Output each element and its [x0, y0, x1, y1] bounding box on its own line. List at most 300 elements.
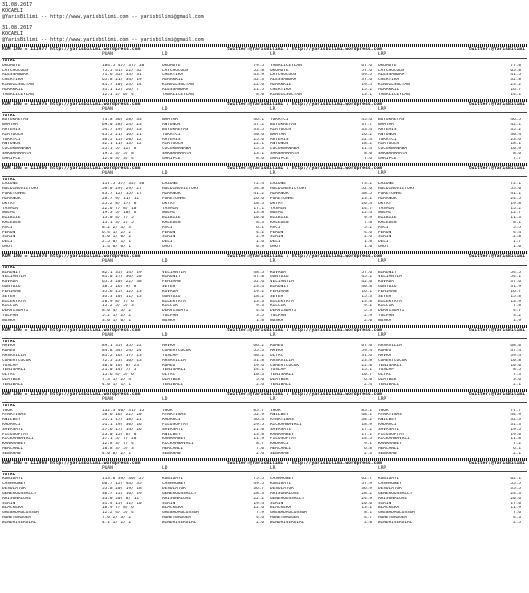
lr-value: 15.3 [361, 294, 372, 299]
col-lrp-cell [378, 157, 527, 162]
horse-name: TOTAL [2, 472, 16, 477]
race-title-left: KUM ING = 111968 http://yarisbilimi.wordpress.com [2, 460, 141, 466]
lr-value: 57.6 [361, 68, 372, 73]
ld-value: 33.5 [253, 127, 264, 132]
lr-value: 33.4 [361, 127, 372, 132]
col-name-header [2, 333, 102, 338]
ld-horse-name: MIRANUR [162, 192, 181, 197]
horse-score: 3.0 1/ 0/ 1 [102, 318, 132, 323]
col-lr-header: LR [270, 259, 276, 265]
lr-horse-name: HONEYBADGER [270, 515, 300, 520]
lrp-value: 3.2 [513, 313, 521, 318]
ld-horse-name: NUSKA [162, 318, 176, 323]
horse-name: BUYUKREYAS [2, 118, 29, 123]
horse-score: 65.8 21/ 34/ 19 [102, 78, 142, 83]
ld-horse-name: SAVASATI [162, 427, 184, 432]
lrp-horse-name: ARSAVILIM [378, 344, 402, 349]
ld-horse-name: BIZBIZE [162, 216, 181, 221]
horse-name: YENISARLI [2, 368, 26, 373]
lr-value: 11.4 [361, 147, 372, 152]
lr-horse-name: KALEDEN [270, 220, 289, 225]
ld-value: 8.6 [256, 156, 264, 161]
ld-horse-name: RICKAHNAVALI [162, 442, 194, 447]
lrp-value: 15.8 [510, 294, 521, 299]
horse-score: 12.8 3/ 7/ 4 [102, 442, 134, 447]
lr-horse-name: OLTAC [270, 354, 284, 358]
lrp-horse-name: CHERTIKA [378, 78, 400, 83]
lr-value: 15.2 [361, 87, 372, 92]
horse-score: 43.7 12/ 15/ 17 [102, 192, 142, 197]
ld-horse-name: OLTAC [162, 373, 176, 378]
ld-value: 21.5 [253, 87, 264, 92]
ld-value: 4.6 [256, 309, 264, 314]
lrp-value: 2.1 [513, 382, 521, 387]
ld-horse-name: TULPAN [162, 313, 178, 318]
ld-horse-name: SIRIN [162, 501, 176, 506]
horse-score: 12.0 3/ 3/ 4 [102, 156, 134, 161]
lr-value: 6.8 [364, 447, 372, 451]
lrp-value: 16.7 [510, 289, 521, 294]
column-header [2, 171, 527, 176]
ld-horse-name: ARTEMIS [162, 137, 181, 142]
horse-name: TULPAN [2, 313, 18, 318]
lrp-horse-name: BIZBIZE [378, 216, 397, 221]
lr-horse-name: KILCIK [270, 304, 286, 309]
ld-value: 7.9 [256, 511, 264, 516]
lr-value: 49.5 [361, 73, 372, 78]
horse-score: 117.5 37/ 32/ 30 [102, 182, 145, 187]
lr-horse-name: OZAYBEK [270, 378, 289, 383]
lrp-horse-name: VELIANTIM [378, 275, 402, 280]
lrp-horse-name: KILCIK [378, 304, 394, 309]
lrp-value: 1.0 [513, 245, 521, 249]
lrp-value: 4.7 [513, 309, 521, 314]
lrp-value: 55.5 [510, 482, 521, 487]
lrp-horse-name: GARIPCE [378, 156, 397, 161]
race-table [2, 44, 527, 98]
horse-score: 28.7 9/ 11/ 12 [102, 196, 140, 201]
race-title-mid: twitter:@YarisBilimi : http://yarisbilimi.wordpress.com [226, 253, 383, 259]
lr-value: 5.3 [364, 309, 372, 314]
ld-horse-name: FORETOMME [162, 196, 186, 201]
ld-value: 30.6 [253, 132, 264, 137]
horse-name: YENIBALI [2, 382, 24, 387]
horse-score: 58.6 16/ 22/ 20 [102, 413, 142, 418]
lrp-horse-name: ANTONOV [378, 132, 397, 137]
lr-value: 1.0 [364, 245, 372, 249]
horse-name: ARTEMIS [2, 127, 21, 132]
lrp-horse-name: DESOLATOR [378, 487, 402, 492]
lr-value: 45.2 [361, 275, 372, 280]
horse-name: COMERTCOCUK [2, 358, 32, 363]
lr-value: 36.9 [361, 487, 372, 492]
horse-score: 58.0 29/ 29/ 27 [102, 187, 142, 192]
lrp-horse-name: WINDRIVERGIRL [378, 520, 413, 525]
lrp-value: 32.8 [510, 78, 521, 83]
ld-horse-name: BILEKYATA [162, 299, 186, 304]
lr-value: 52.6 [361, 187, 372, 192]
horse-name: LAZONE [2, 182, 18, 187]
lrp-value: 46.5 [510, 118, 521, 123]
ld-value: 4.2 [256, 230, 264, 235]
lr-horse-name: MERCANLI [270, 447, 292, 451]
lrp-horse-name: THOR [378, 408, 389, 413]
lr-horse-name: DELI [270, 240, 281, 245]
ld-value: 79.5 [253, 63, 264, 68]
ld-horse-name: GUNYUZU [162, 294, 181, 299]
col-lrp-header: LRP [378, 259, 387, 265]
ld-value: 5.0 [256, 378, 264, 383]
lr-horse-name: MIRANUR [270, 192, 289, 197]
race-title-left: KUM ING = 111966 http://yarisbilimi.wordpress.com [2, 165, 141, 171]
lrp-horse-name: BUYUKREYAS [378, 118, 405, 123]
horse-score: 38.5 16/ 9/ 8 [102, 285, 137, 290]
ld-value: 19.2 [253, 289, 264, 294]
col-lr-header: LR [270, 171, 276, 177]
horse-score: 104.5 47/ 37/ 30 [102, 63, 145, 68]
header-date-repeat: 31.08.2017 [2, 25, 33, 31]
column-header [2, 259, 527, 264]
lrp-horse-name: HONEYBADGER [378, 515, 408, 520]
lr-horse-name: ANTONOV [270, 142, 289, 147]
horse-name: YABALICEYLAN [2, 92, 34, 97]
ld-value: 18.5 [253, 201, 264, 206]
lr-value: 62.7 [361, 477, 372, 482]
horse-name: LAYCHOCOUS [2, 68, 29, 73]
lrp-value: 8.1 [513, 220, 521, 225]
col-lrp-header: LRP [378, 171, 387, 177]
horse-name: ALESSANDRA [2, 73, 29, 78]
col-lrp-cell [378, 383, 527, 388]
lrp-value: 11.9 [510, 506, 521, 511]
ld-value: 2.6 [256, 520, 264, 525]
ld-value: 25.6 [253, 137, 264, 142]
horse-name: OKOMOYE [2, 63, 21, 68]
lr-value: 13.1 [361, 92, 372, 97]
race-title-mid: twitter:@YarisBilimi : http://yarisbilimi.wordpress.com [226, 460, 383, 466]
lr-value: 57.6 [361, 270, 372, 275]
lrp-value: 7.8 [513, 304, 521, 309]
lrp-horse-name: GRENADAGLOSSOM [378, 511, 416, 516]
ld-horse-name: ALESSANDRA [162, 87, 189, 92]
lrp-horse-name: YENIBALI [378, 382, 400, 387]
lr-value: 85.1 [361, 408, 372, 413]
ld-horse-name: ANILBEY [162, 432, 181, 437]
lrp-value: 8.5 [513, 368, 521, 373]
lrp-value: 31.9 [510, 285, 521, 290]
column-header [2, 333, 527, 338]
lrp-value: 35.2 [510, 127, 521, 132]
horse-score: 84.8 34/ 24/ 24 [102, 349, 142, 354]
lrp-value: 24.5 [510, 196, 521, 201]
horse-name: SEBAHAN [2, 451, 21, 456]
horse-name: ROMEO [2, 349, 16, 354]
lrp-value: 41.5 [510, 73, 521, 78]
lrp-horse-name: GUNYUZU [378, 285, 397, 290]
ld-value: 85.7 [253, 408, 264, 413]
lr-horse-name: RICKAHNAVALI [270, 422, 302, 427]
ld-horse-name: SIRIN [162, 235, 176, 240]
header-date: 31.08.2017 [2, 2, 33, 8]
lr-horse-name: COMERTCOCUK [270, 363, 300, 368]
ld-value: 75.5 [253, 477, 264, 482]
horse-name: BLACKERA [2, 506, 24, 511]
horse-score: 7.0 2/ 3/ 2 [102, 515, 132, 520]
horse-score: 19.3 5/ 10/ 6 [102, 211, 137, 216]
lr-value: 14.7 [361, 206, 372, 211]
ld-value: 11.9 [253, 437, 264, 442]
ld-value: 13.8 [253, 211, 264, 216]
lrp-value: 3.6 [513, 378, 521, 383]
horse-score: 15.6 4/ 5/ 6 [102, 373, 134, 378]
race-title-right: twitter:@YarisBilimi [468, 101, 525, 107]
col-lrp-cell [378, 452, 527, 457]
lr-value: 42.0 [361, 280, 372, 285]
ld-value: 3.5 [256, 313, 264, 318]
race-tables [2, 44, 527, 526]
horse-name: OKTAY [2, 201, 16, 206]
lrp-horse-name: AIRTOUCH [378, 142, 400, 147]
lrp-value: 7.2 [513, 442, 521, 447]
lr-horse-name: ANILBEY [270, 413, 289, 418]
column-header [2, 397, 527, 402]
ld-value: 36.7 [253, 487, 264, 492]
horse-score: 15.0 4/ 7/ 5 [102, 216, 134, 221]
horse-name: GARIPCE [2, 156, 21, 161]
horse-score: 6.4 1/ 2/ 2 [102, 230, 132, 235]
lrp-value: 24.3 [510, 491, 521, 496]
race-title-mid: twitter:@YarisBilimi : http://yarisbilimi.wordpress.com [226, 327, 383, 333]
col-lr-cell [270, 452, 378, 457]
col-lrp-header: LRP [378, 106, 387, 112]
lrp-value: 5.5 [513, 225, 521, 230]
race-title-mid: twitter:@YarisBilimi : http://yarisbilimi.wordpress.com [226, 391, 383, 397]
ld-horse-name: BLACKERA [162, 506, 184, 511]
horse-score: 19.2 3/ 5/ 8 [102, 152, 134, 156]
lrp-value: 2.1 [513, 451, 521, 456]
lrp-horse-name: DERVISDAYI [378, 309, 405, 314]
horse-name: NUSKA [2, 318, 16, 323]
lrp-value: 16.7 [510, 87, 521, 92]
lrp-horse-name: SIRIN [378, 501, 392, 506]
ld-horse-name: KANAMABEY [162, 437, 186, 442]
horse-score: 18.9 7/ 8/ 6 [102, 506, 134, 511]
ld-horse-name: DESOLATOR [162, 487, 186, 492]
lr-value: 22.0 [361, 363, 372, 368]
lrp-horse-name: TULPAN [378, 313, 394, 318]
col-lrp-header: LRP [378, 466, 387, 472]
lrp-value: 72.1 [510, 182, 521, 187]
horse-score: 10.8 3/ 5/ 3 [102, 447, 134, 451]
horse-name: MERCANLI [2, 447, 24, 451]
horse-name: DESOLATOR [2, 487, 26, 492]
horse-score: 23.0 15/ 6/ 8 [102, 432, 137, 437]
horse-name: MIRAKKIZ [2, 87, 24, 92]
horse-score: 4.0 0/ 2/ 1 [102, 451, 132, 456]
lrp-horse-name: NOEMI [378, 211, 392, 216]
horse-name: MAVRA [2, 344, 16, 349]
ld-value: 54.8 [253, 187, 264, 192]
horse-name: CHERTIKA [2, 78, 24, 83]
lr-value: 9.1 [364, 442, 372, 447]
lrp-value: 10.8 [510, 358, 521, 363]
lrp-horse-name: COCUKBANABA [378, 147, 408, 152]
lr-horse-name: YASMIN [270, 206, 286, 211]
ld-value: 10.0 [253, 216, 264, 221]
lr-value: 23.8 [361, 358, 372, 363]
ld-horse-name: ARISONALOVE [162, 496, 192, 501]
lr-horse-name: GARIPCE [270, 156, 289, 161]
ld-horse-name: YABALICEYLAN [162, 92, 194, 97]
horse-score: 4.0 1/ 1/ 1 [102, 382, 132, 387]
horse-score: 4.0 1/ 0/ 2 [102, 235, 132, 240]
horse-name: KANAMABEY [2, 442, 26, 447]
ld-value: 66.2 [253, 344, 264, 349]
horse-name: UMUT [2, 245, 13, 249]
horse-score: 73.8 36/ 28/ 33 [102, 118, 142, 123]
lrp-horse-name: BIRUNIT [378, 270, 397, 275]
lrp-value: 14.1 [510, 92, 521, 97]
col-score-header: PUAN [102, 259, 113, 265]
horse-name: RADARCI [2, 422, 21, 427]
race-title-left: KUM ING = 111975 http://yarisbilimi.wordpress.com [2, 101, 141, 107]
lr-horse-name: KUBIDAYI [270, 482, 292, 487]
horse-name: RICKAHNAVALI [2, 437, 34, 442]
col-ld-cell [162, 245, 270, 250]
horse-name: BIZBIZE [2, 216, 21, 221]
horse-name: GENEROUSSALLY [2, 491, 37, 496]
lr-horse-name: CHERTIKA [270, 87, 292, 92]
lr-value: 38.2 [361, 418, 372, 423]
horse-name: TOTAL [2, 339, 16, 344]
lr-value: 17.2 [361, 427, 372, 432]
horse-name: TOTAL [2, 59, 16, 63]
race-title-left: KUM ING = 111978 http://yarisbilimi.wordpress.com [2, 253, 141, 259]
ld-value: 7.0 [256, 447, 264, 451]
horse-score: 30.0 16/ 8/ 23 [102, 363, 140, 368]
lr-horse-name: YENISARLI [270, 373, 294, 378]
ld-value: 19.6 [253, 363, 264, 368]
horse-name: SAKNAMAMATA [2, 152, 32, 156]
horse-name: ANTONOV [2, 142, 21, 147]
horse-name: COCUKBANABA [2, 147, 32, 152]
lrp-horse-name: OZAYBEK [378, 378, 397, 383]
ld-horse-name: MERCANLI [162, 447, 184, 451]
col-ld-cell [162, 319, 270, 324]
lr-horse-name: ALESSANDRA [270, 78, 297, 83]
lr-value: 2.6 [364, 235, 372, 240]
lr-horse-name: NAMTAR [270, 132, 286, 137]
horse-name: OZAYBEK [2, 378, 21, 383]
table-row [2, 521, 527, 526]
ld-horse-name: KUBIDAYI [162, 477, 184, 482]
ld-horse-name: CHERTIKA [162, 73, 184, 78]
horse-score: 54.7 19/ 16/ 13 [102, 127, 142, 132]
lrp-value: 19.5 [510, 427, 521, 432]
lrp-value: 13.9 [510, 299, 521, 304]
lrp-horse-name: BILEKYATA [378, 299, 402, 304]
ld-horse-name: BIRUNIT [162, 275, 181, 280]
lr-horse-name: FEHIMAN [270, 289, 289, 294]
lr-horse-name: NUSKA [270, 318, 284, 323]
lrp-value: 18.1 [510, 142, 521, 147]
ld-value: 32.6 [253, 280, 264, 285]
lrp-value: 30.4 [510, 132, 521, 137]
horse-name: FILOSOFTAY [2, 432, 29, 437]
horse-name: SEYEH [2, 294, 16, 299]
lr-horse-name: TOSLAP [270, 368, 286, 373]
lr-value: 12.4 [361, 211, 372, 216]
lr-value: 9.9 [364, 216, 372, 221]
col-lr-cell [270, 157, 378, 162]
ld-horse-name: FEHIMAN [162, 280, 181, 285]
horse-name: ARISONALOVE [2, 496, 32, 501]
horse-score: 81.2 16/ 17/ 13 [102, 354, 142, 358]
lr-horse-name: LAZONE [270, 182, 286, 187]
ld-value: 55.3 [253, 349, 264, 354]
ld-value: 2.9 [256, 235, 264, 240]
lr-horse-name: BLACKERA [270, 506, 292, 511]
lrp-value: 7.7 [513, 156, 521, 161]
horse-score: 71.6 35/ 33/ 31 [102, 73, 142, 78]
lr-horse-name: ARISONALOVE [270, 491, 300, 496]
col-name-header [2, 259, 102, 264]
lrp-horse-name: MERCANLI [378, 447, 400, 451]
ld-horse-name: TOKATCI [162, 132, 181, 137]
lr-value: 22.4 [361, 137, 372, 142]
lrp-horse-name: ANILBEY [378, 418, 397, 423]
ld-horse-name: GRENADAGLOSSOM [162, 511, 200, 516]
col-ld-header: LD [162, 259, 168, 265]
lr-value: 67.0 [361, 344, 372, 349]
horse-name: BIRUNIT [2, 270, 21, 275]
lr-value: 8.0 [364, 152, 372, 156]
horse-score: 21.0 14/ 7/ 5 [102, 368, 137, 373]
lr-horse-name: YENIBALI [270, 382, 292, 387]
horse-name: KOVADA [2, 280, 18, 285]
horse-name: DELI [2, 240, 13, 245]
table-row [2, 319, 527, 324]
ld-value: 8.0 [256, 92, 264, 97]
lrp-horse-name: OKTAY [378, 201, 392, 206]
lr-value: 48.1 [361, 413, 372, 418]
ld-horse-name: UMUT [162, 245, 173, 249]
lrp-horse-name: TOKATCI [378, 137, 397, 142]
lrp-value: 37.6 [510, 280, 521, 285]
horse-score: 31.4 15/ 11/ 10 [102, 501, 142, 506]
ld-value: 12.6 [253, 506, 264, 511]
race-title-right: twitter:@YarisBilimi [468, 253, 525, 259]
horse-score: 41.7 10/ 23/ 14 [102, 83, 142, 88]
col-lr-header: LR [270, 466, 276, 472]
horse-score: 33.3 10/ 11/ 13 [102, 294, 142, 299]
horse-score: 75.5 41/ 22/ 32 [102, 68, 142, 73]
horse-score: 72.5 23/ 16/ 13 [102, 358, 142, 363]
lrp-value: 55.0 [510, 187, 521, 192]
lr-value: 59.4 [361, 349, 372, 354]
lrp-horse-name: LAZONE [378, 182, 394, 187]
lrp-horse-name: ROMEO [378, 349, 392, 354]
horse-name: TOKATCI [2, 137, 21, 142]
lrp-value: 54.1 [510, 275, 521, 280]
col-score-header: PUAN [102, 52, 113, 58]
ld-horse-name: LAZONE [162, 182, 178, 187]
lrp-value: 65.8 [510, 68, 521, 73]
ld-horse-name: THOR [162, 408, 173, 413]
ld-value: 21.0 [253, 427, 264, 432]
horse-score: 81.0 27/ 36/ 20 [102, 275, 142, 280]
lrp-horse-name: SEBAHAN [378, 451, 397, 456]
